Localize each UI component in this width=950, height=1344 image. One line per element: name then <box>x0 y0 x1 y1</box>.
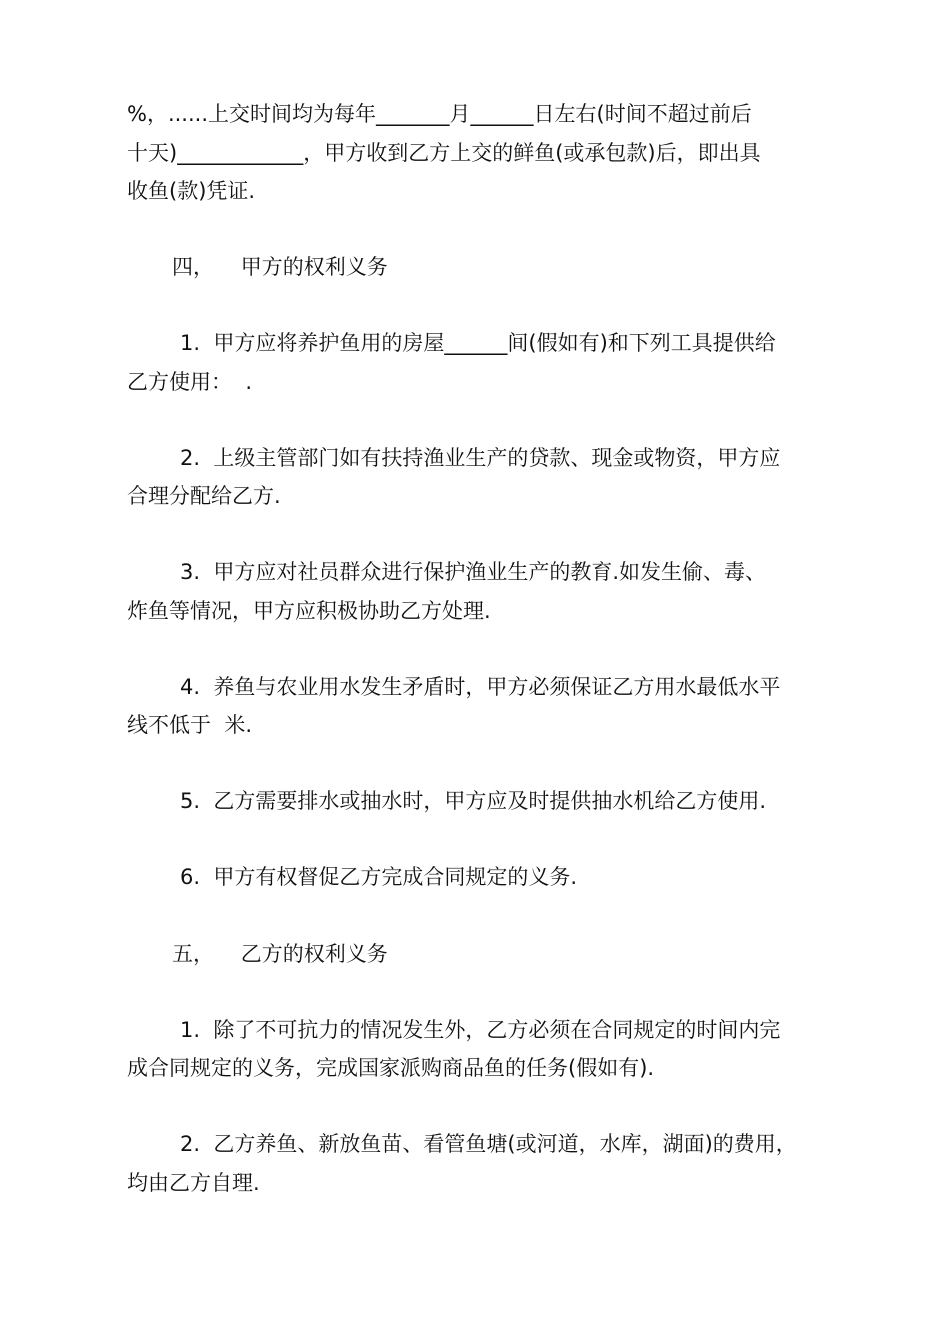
clause-line: 合理分配给乙方. <box>127 484 281 508</box>
paragraph-line: %，......上交时间均为每年_______月______日左右(时间不超过前后 <box>127 102 752 126</box>
clause-line: 线不低于 米. <box>127 713 253 737</box>
paragraph-line: 十天)____________，甲方收到乙方上交的鲜鱼(或承包款)后，即出具 <box>127 141 761 165</box>
clause-line: 炸鱼等情况，甲方应积极协助乙方处理. <box>127 599 491 623</box>
section-heading-four: 四， 甲方的权利义务 <box>172 255 388 279</box>
clause-line: 4. 养鱼与农业用水发生矛盾时，甲方必须保证乙方用水最低水平 <box>180 675 781 699</box>
clause-line: 均由乙方自理. <box>127 1171 260 1195</box>
clause-line: 1. 除了不可抗力的情况发生外，乙方必须在合同规定的时间内完 <box>180 1018 781 1042</box>
section-heading-five: 五， 乙方的权利义务 <box>172 942 388 966</box>
clause-line: 2. 乙方养鱼、新放鱼苗、看管鱼塘(或河道，水库，湖面)的费用， <box>180 1132 797 1156</box>
clause-line: 6. 甲方有权督促乙方完成合同规定的义务. <box>180 865 578 889</box>
clause-line: 3. 甲方应对社员群众进行保护渔业生产的教育.如发生偷、毒、 <box>180 560 767 584</box>
clause-line: 成合同规定的义务，完成国家派购商品鱼的任务(假如有). <box>127 1056 655 1080</box>
clause-line: 5. 乙方需要排水或抽水时，甲方应及时提供抽水机给乙方使用. <box>180 789 767 813</box>
paragraph-line: 收鱼(款)凭证. <box>127 179 256 203</box>
clause-line: 1. 甲方应将养护鱼用的房屋______间(假如有)和下列工具提供给 <box>180 331 776 355</box>
clause-line: 2. 上级主管部门如有扶持渔业生产的贷款、现金或物资，甲方应 <box>180 446 781 470</box>
clause-line: 乙方使用： . <box>127 370 253 394</box>
